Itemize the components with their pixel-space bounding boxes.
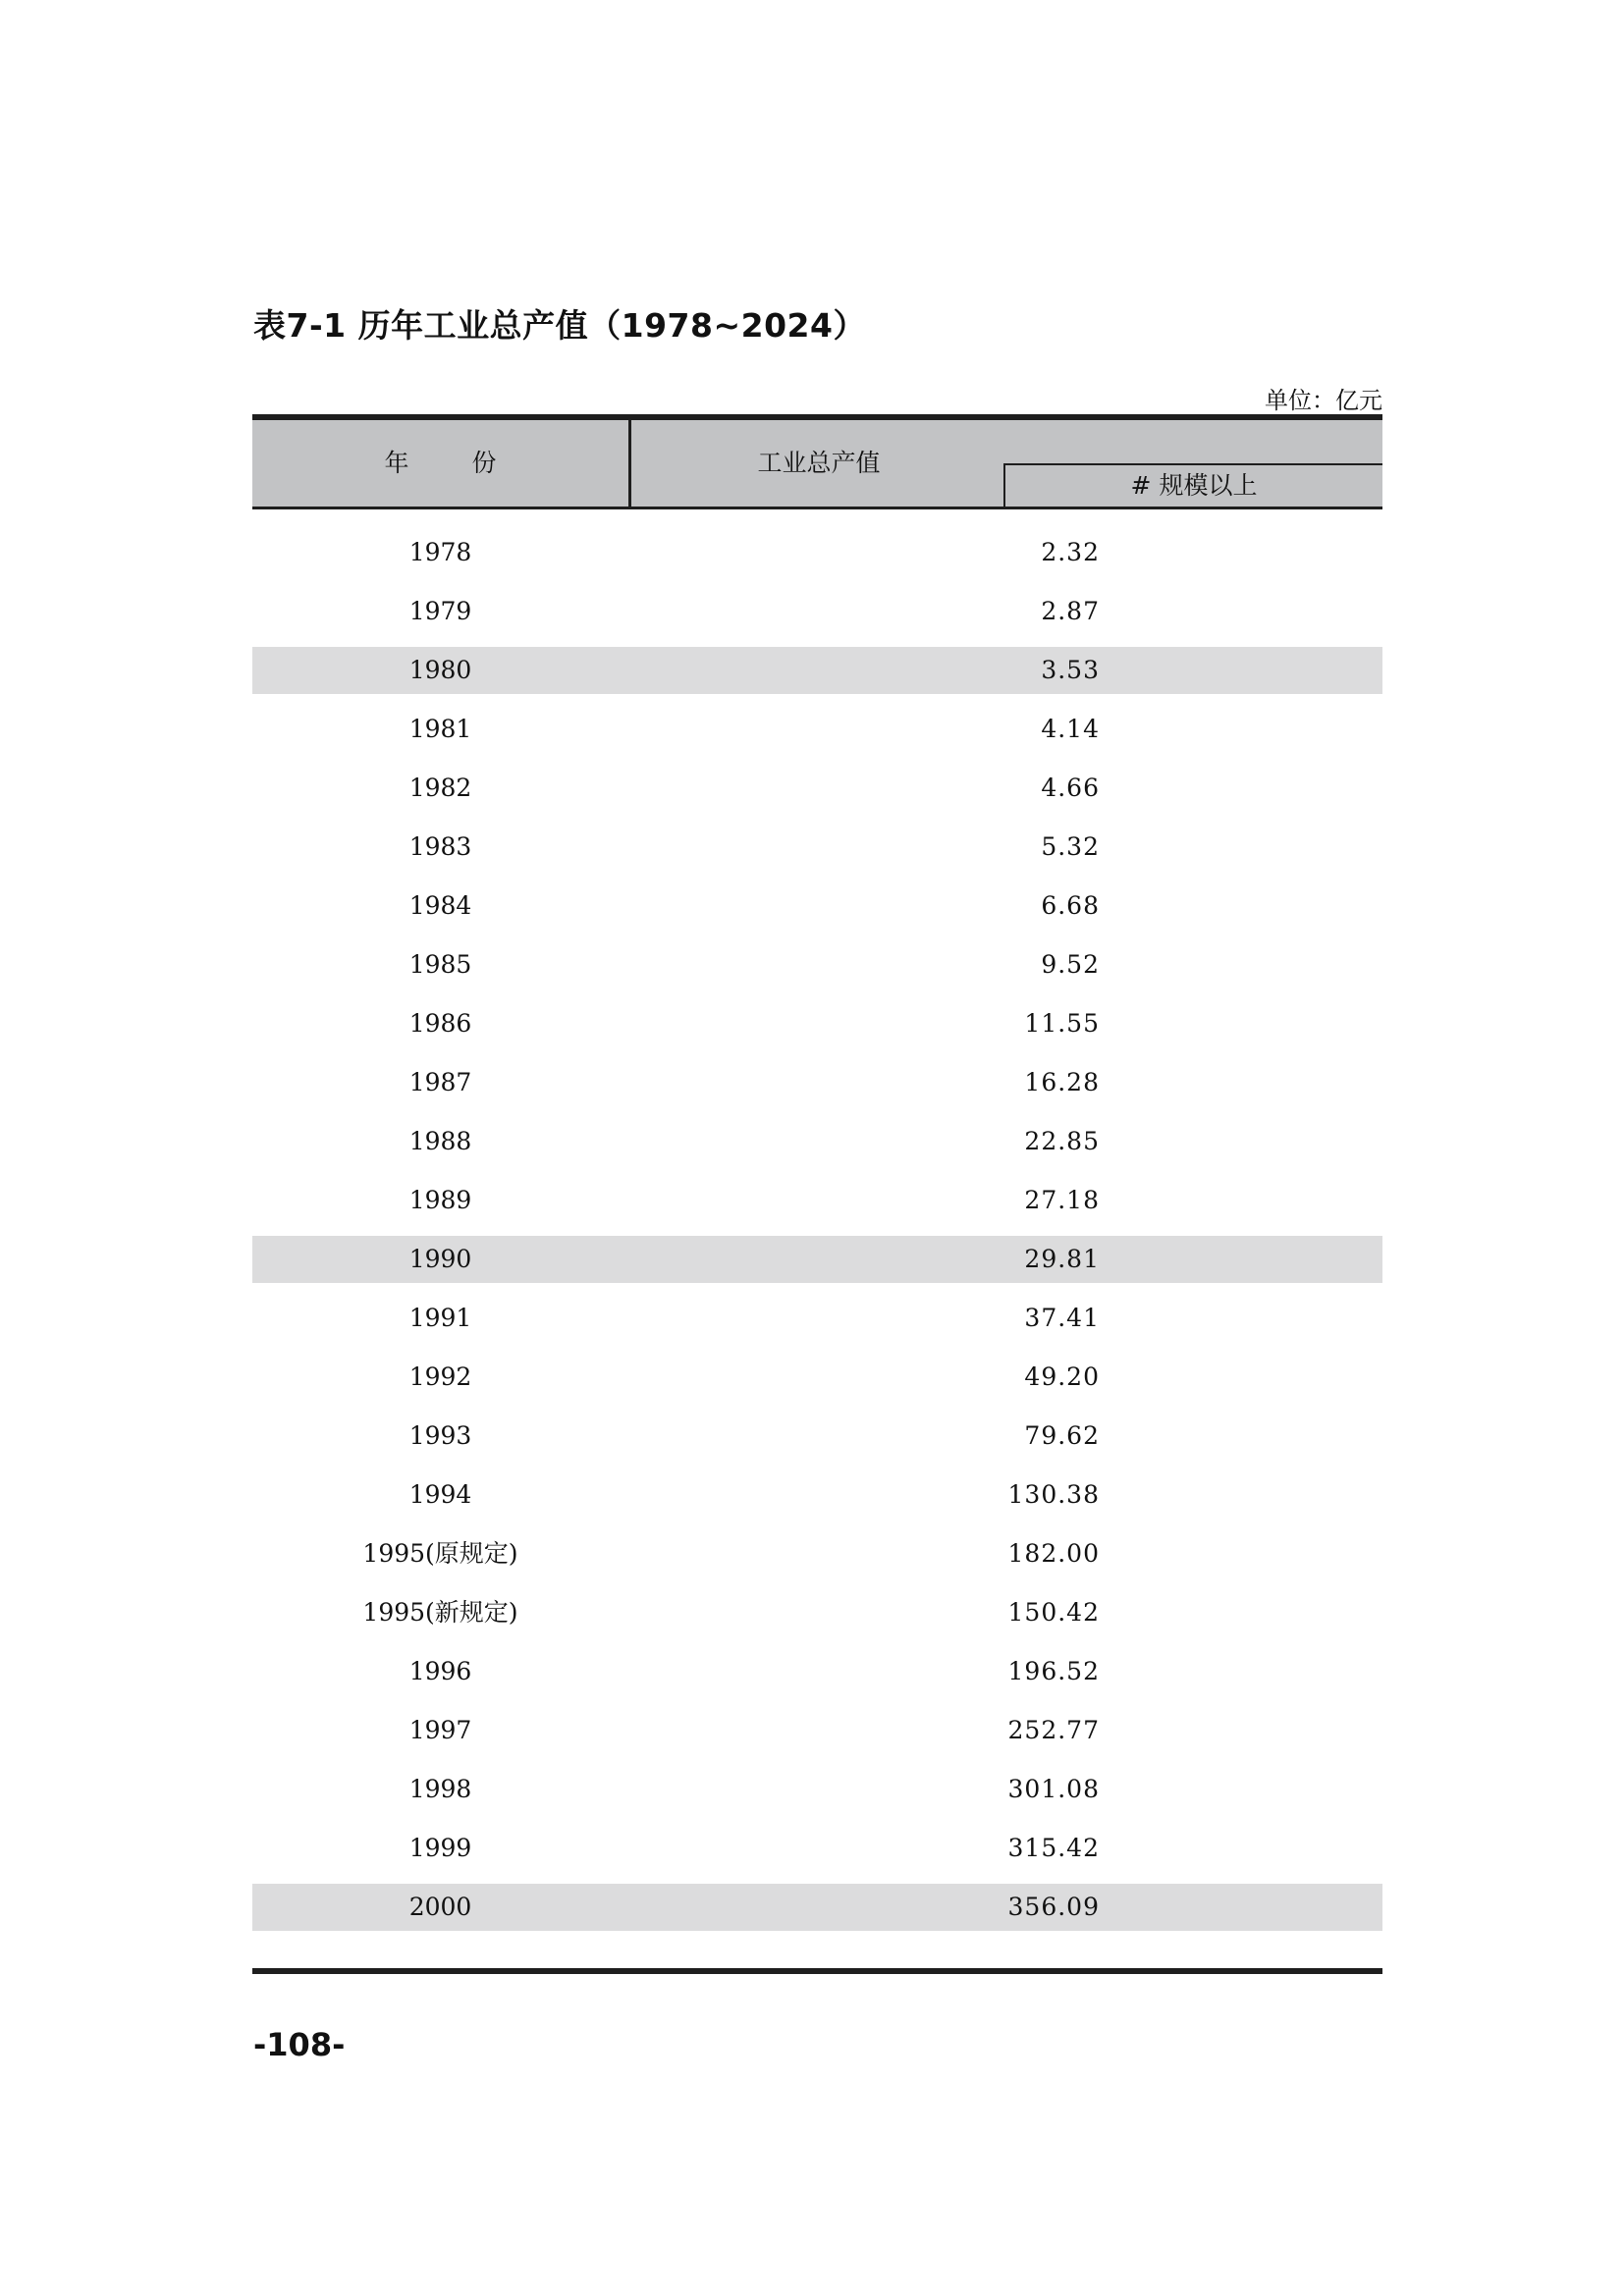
table-row xyxy=(252,941,1382,988)
year-cell: 1978 xyxy=(408,538,472,566)
table-row xyxy=(252,1059,1382,1106)
total-output-cell: 301.08 xyxy=(1007,1775,1100,1803)
table-row xyxy=(252,1471,1382,1519)
total-output-cell: 5.32 xyxy=(1041,832,1100,861)
year-cell: 1981 xyxy=(408,715,472,743)
total-output-cell: 6.68 xyxy=(1041,891,1100,920)
total-output-cell: 356.09 xyxy=(1007,1893,1100,1921)
total-output-cell: 4.14 xyxy=(1041,715,1100,743)
year-cell: 1988 xyxy=(408,1127,472,1155)
total-output-cell: 49.20 xyxy=(1024,1362,1100,1391)
table-row xyxy=(252,882,1382,930)
year-cell: 1995(新规定) xyxy=(362,1598,518,1627)
total-output-cell: 182.00 xyxy=(1007,1539,1100,1568)
table-row xyxy=(252,529,1382,576)
table-row xyxy=(252,647,1382,694)
table-row xyxy=(252,1648,1382,1695)
table-row xyxy=(252,824,1382,871)
header-above-scale: # 规模以上 xyxy=(1003,463,1382,507)
year-cell: 1987 xyxy=(408,1068,472,1096)
total-output-cell: 252.77 xyxy=(1007,1716,1100,1744)
table-row xyxy=(252,1707,1382,1754)
total-output-cell: 16.28 xyxy=(1024,1068,1100,1096)
page-number: -108- xyxy=(253,2026,346,2063)
year-cell: 1989 xyxy=(408,1186,472,1214)
table-row xyxy=(252,1118,1382,1165)
year-cell: 1999 xyxy=(408,1834,472,1862)
total-output-cell: 2.87 xyxy=(1041,597,1100,625)
table-row xyxy=(252,1766,1382,1813)
total-output-cell: 9.52 xyxy=(1041,950,1100,979)
header-total-output: 工业总产值 xyxy=(757,449,881,477)
table-title: 表7-1 历年工业总产值（1978~2024） xyxy=(253,306,866,345)
total-output-cell: 27.18 xyxy=(1024,1186,1100,1214)
year-cell: 1986 xyxy=(408,1009,472,1038)
table-row xyxy=(252,1825,1382,1872)
year-cell: 2000 xyxy=(408,1893,472,1921)
year-cell: 1990 xyxy=(408,1245,472,1273)
total-output-cell: 4.66 xyxy=(1041,774,1100,802)
year-cell: 1993 xyxy=(408,1421,472,1450)
table-row xyxy=(252,1000,1382,1047)
table-row xyxy=(252,1295,1382,1342)
table-row xyxy=(252,1884,1382,1931)
year-cell: 1985 xyxy=(408,950,472,979)
table-row xyxy=(252,588,1382,635)
total-output-cell: 2.32 xyxy=(1041,538,1100,566)
table-body xyxy=(252,509,1382,1931)
total-output-cell: 29.81 xyxy=(1024,1245,1100,1273)
year-cell: 1995(原规定) xyxy=(362,1539,518,1568)
year-cell: 1991 xyxy=(408,1304,472,1332)
total-output-cell: 37.41 xyxy=(1024,1304,1100,1332)
table-row xyxy=(252,1177,1382,1224)
year-cell: 1982 xyxy=(408,774,472,802)
total-output-cell: 22.85 xyxy=(1024,1127,1100,1155)
year-cell: 1997 xyxy=(408,1716,472,1744)
total-output-cell: 79.62 xyxy=(1024,1421,1100,1450)
year-cell: 1992 xyxy=(408,1362,472,1391)
bottom-rule xyxy=(252,1968,1382,1974)
table-row xyxy=(252,765,1382,812)
total-output-cell: 196.52 xyxy=(1007,1657,1100,1685)
table-row xyxy=(252,1589,1382,1636)
total-output-cell: 315.42 xyxy=(1007,1834,1100,1862)
year-cell: 1996 xyxy=(408,1657,472,1685)
header-year: 年 份 xyxy=(384,449,524,477)
year-cell: 1984 xyxy=(408,891,472,920)
year-cell: 1994 xyxy=(408,1480,472,1509)
data-table xyxy=(252,414,1382,1943)
table-row xyxy=(252,706,1382,753)
year-cell: 1980 xyxy=(408,656,472,684)
table-row xyxy=(252,1236,1382,1283)
table-row xyxy=(252,1413,1382,1460)
table-row xyxy=(252,1354,1382,1401)
year-cell: 1979 xyxy=(408,597,472,625)
total-output-cell: 11.55 xyxy=(1024,1009,1100,1038)
table-header xyxy=(252,420,1382,509)
total-output-cell: 150.42 xyxy=(1007,1598,1100,1627)
total-output-cell: 3.53 xyxy=(1041,656,1100,684)
table-row xyxy=(252,1530,1382,1577)
total-output-cell: 130.38 xyxy=(1007,1480,1100,1509)
year-cell: 1983 xyxy=(408,832,472,861)
unit-label: 单位：亿元 xyxy=(1265,387,1382,414)
year-cell: 1998 xyxy=(408,1775,472,1803)
